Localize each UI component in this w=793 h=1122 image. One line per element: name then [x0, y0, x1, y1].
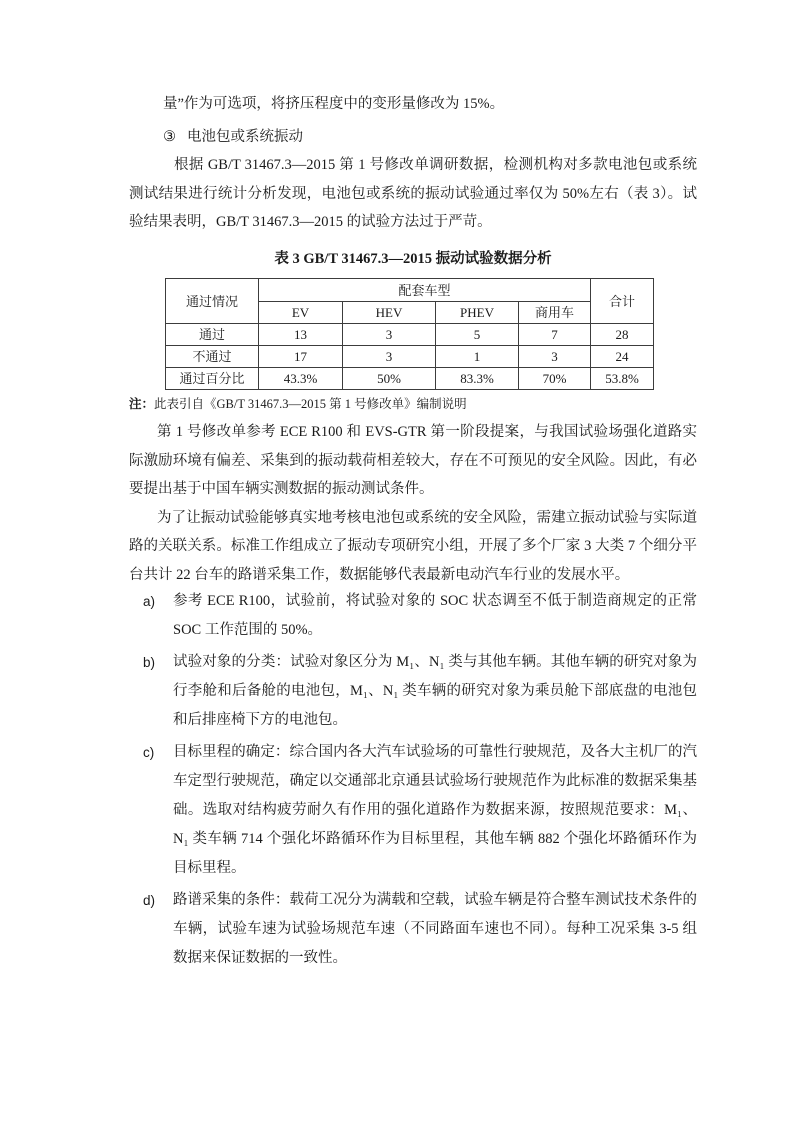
cell-value: 50% [343, 368, 436, 390]
list-item-b-text: 试验对象的分类：试验对象区分为 M₁、N₁ 类与其他车辆。其他车辆的研究对象为行李舱和后备舱的电池包，M₁、N₁ 类车辆的研究对象为乘员舱下部底盘的电池包和后排座椅下方的电池包。 [173, 654, 697, 728]
list-item-d-text: 路谱采集的条件：载荷工况分为满载和空载，试验车辆是符合整车测试技术条件的车辆，试验车速为试验场规范车速（不同路面车速也不同）。每种工况采集 3-5 组数据来保证数据的一致性。 [173, 892, 697, 966]
cell-value: 24 [591, 346, 654, 368]
table-row-fail [166, 346, 654, 368]
list-item-a-text: 参考 ECE R100，试验前，将试验对象的 SOC 状态调至不低于制造商规定的正常 SOC 工作范围的 50%。 [173, 593, 697, 638]
document-content [129, 90, 697, 976]
header-cell-hev: HEV [343, 302, 436, 324]
list-item-b [129, 648, 697, 735]
cell-value: 53.8% [591, 368, 654, 390]
cell-value: 13 [259, 324, 343, 346]
cell-value: 70% [519, 368, 591, 390]
cell-value: 5 [436, 324, 519, 346]
alpha-list [129, 587, 697, 973]
list-item-c [129, 738, 697, 883]
cell-value: 1 [436, 346, 519, 368]
header-cell-commercial: 商用车 [519, 302, 591, 324]
previous-paragraph-continuation: 量”作为可选项，将挤压程度中的变形量修改为 15%。 [163, 96, 505, 112]
cell-value: 28 [591, 324, 654, 346]
list-item-c-marker: c) [143, 745, 155, 760]
header-cell-total: 合计 [591, 279, 654, 324]
header-cell-status: 通过情况 [166, 279, 259, 324]
cell-value: 3 [519, 346, 591, 368]
header-cell-vehicle-group: 配套车型 [259, 279, 591, 302]
list-item-d-marker: d) [143, 893, 156, 908]
cell-value: 83.3% [436, 368, 519, 390]
list-item-d [129, 886, 697, 973]
table-row-pass [166, 324, 654, 346]
list-item-b-marker: b) [143, 655, 156, 670]
row-label: 通过 [166, 324, 259, 346]
vibration-test-table [165, 278, 654, 390]
numbered-item-3-text: 电池包或系统振动 [187, 128, 303, 145]
list-item-a [129, 587, 697, 645]
table-note-text: 此表引自《GB/T 31467.3—2015 第 1 号修改单》编制说明 [154, 397, 467, 411]
row-label: 不通过 [166, 346, 259, 368]
paragraph-intro: 根据 GB/T 31467.3—2015 第 1 号修改单调研数据，检测机构对多款电池包或系统测试结果进行统计分析发现，电池包或系统的振动试验通过率仅为 50%左右（表 3）。试验结果表明，GB/T 31467.3—2015 的试验方法过于严苛。 [129, 157, 697, 230]
cell-value: 43.3% [259, 368, 343, 390]
cell-value: 17 [259, 346, 343, 368]
table-note [129, 397, 697, 412]
cell-value: 7 [519, 324, 591, 346]
table-title: 表 3 GB/T 31467.3—2015 振动试验数据分析 [274, 250, 552, 267]
header-cell-ev: EV [259, 302, 343, 324]
header-cell-phev: PHEV [436, 302, 519, 324]
paragraph-purpose: 为了让振动试验能够真实地考核电池包或系统的安全风险，需建立振动试验与实际道路的关联关系。标准工作组成立了振动专项研究小组，开展了多个厂家 3 大类 7 个细分平台共计 22 台车的路谱采集工作，数据能够代表最新电动汽车行业的发展水平。 [129, 509, 697, 583]
table-header-row-1 [166, 279, 654, 302]
cell-value: 3 [343, 346, 436, 368]
numbered-item-3 [163, 123, 697, 152]
table-note-label: 注： [129, 397, 155, 411]
cell-value: 3 [343, 324, 436, 346]
paragraph-amendment: 第 1 号修改单参考 ECE R100 和 EVS-GTR 第一阶段提案，与我国试验场强化道路实际激励环境有偏差、采集到的振动载荷相差较大，存在不可预见的安全风险。因此，有必要提出基于中国车辆实测数据的振动测试条件。 [129, 424, 697, 497]
table-row-pass-rate [166, 368, 654, 390]
list-item-c-text: 目标里程的确定：综合国内各大汽车试验场的可靠性行驶规范，及各大主机厂的汽车定型行驶规范，确定以交通部北京通县试验场行驶规范作为此标准的数据采集基础。选取对结构疲劳耐久有作用的强化道路作为数据来源，按照规范要求：M₁、N₁ 类车辆 714 个强化坏路循环作为目标里程，其他车辆 882 个强化坏路循环作为目标里程。 [173, 744, 697, 876]
numbered-item-3-marker: ③ [163, 128, 176, 145]
row-label: 通过百分比 [166, 368, 259, 390]
list-item-a-marker: a) [143, 594, 156, 609]
